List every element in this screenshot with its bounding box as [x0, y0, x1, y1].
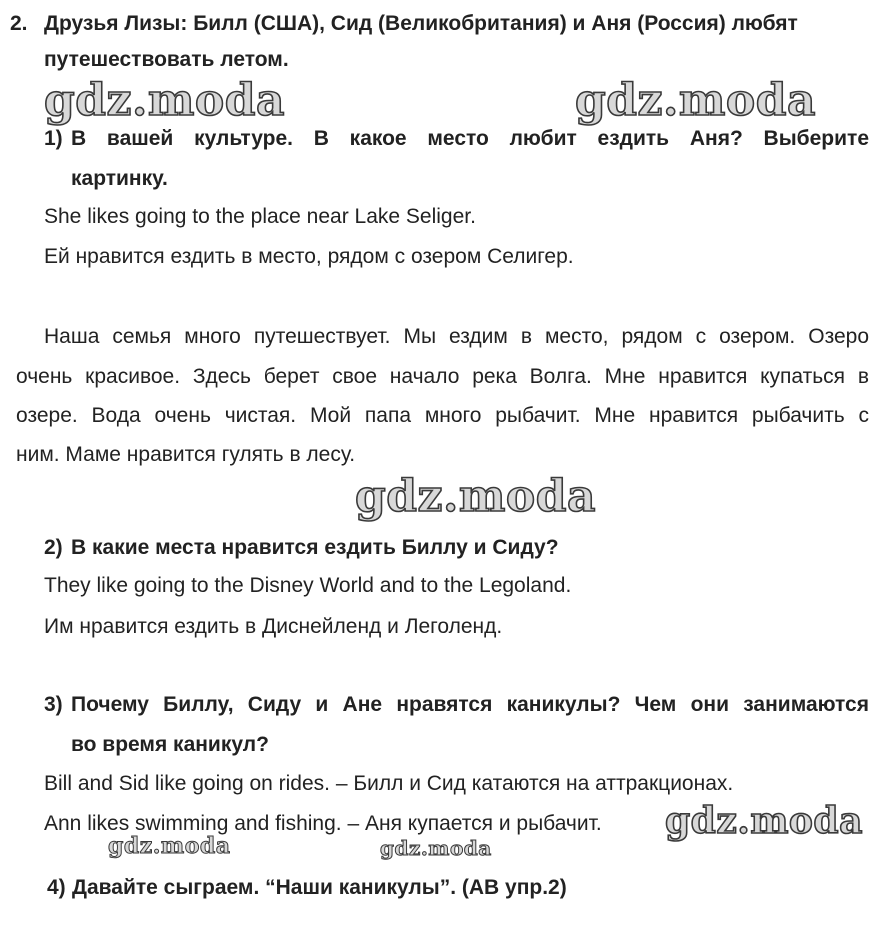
watermark-logo: gdz.moda: [44, 75, 286, 126]
question-3-label: 3): [44, 693, 63, 716]
watermark-logo: gdz.moda: [575, 75, 817, 126]
watermark-logo: gdz.moda: [380, 836, 492, 860]
question-1-answer-en: She likes going to the place near Lake Seliger.: [44, 205, 476, 228]
question-3-text-line-2: во время каникул?: [71, 733, 269, 756]
exercise-title-line-2: путешествовать летом.: [44, 48, 289, 71]
question-4-label: 4): [47, 876, 66, 899]
story-line-1: Наша семья много путешествует. Мы ездим в место, рядом с озером. Озеро: [44, 325, 869, 348]
watermark-logo: gdz.moda: [355, 471, 597, 522]
question-2-text: В какие места нравится ездить Биллу и Сиду?: [71, 536, 559, 559]
watermark-logo: gdz.moda: [108, 833, 231, 859]
question-1-text-line-2: картинку.: [71, 167, 168, 190]
exercise-title-line-1: Друзья Лизы: Билл (США), Сид (Великобритания) и Аня (Россия) любят: [44, 12, 798, 35]
question-1-label: 1): [44, 127, 63, 150]
question-2-answer-en: They like going to the Disney World and to the Legoland.: [44, 574, 572, 597]
question-1-text-line-1: В вашей культуре. В какое место любит ездить Аня? Выберите: [71, 127, 869, 150]
question-3-answer-1: Bill and Sid like going on rides. – Билл и Сид катаются на аттракционах.: [44, 772, 734, 795]
story-line-2: очень красивое. Здесь берет свое начало река Волга. Мне нравится купаться в: [16, 365, 869, 388]
question-4-text: Давайте сыграем. “Наши каникулы”. (АВ упр.2): [72, 876, 567, 899]
question-2-answer-ru: Им нравится ездить в Диснейленд и Леголенд.: [44, 615, 503, 638]
story-line-3: озере. Вода очень чистая. Мой папа много рыбачит. Мне нравится рыбачить с: [16, 404, 869, 427]
watermark-logo: gdz.moda: [665, 800, 863, 842]
question-3-text-line-1: Почему Биллу, Сиду и Ане нравятся каникулы? Чем они занимаются: [71, 693, 869, 716]
story-line-4: ним. Маме нравится гулять в лесу.: [16, 443, 356, 466]
question-3-answer-2: Ann likes swimming and fishing. – Аня купается и рыбачит.: [44, 812, 602, 835]
question-2-label: 2): [44, 536, 63, 559]
exercise-number: 2.: [10, 12, 28, 35]
question-1-answer-ru: Ей нравится ездить в место, рядом с озером Селигер.: [44, 245, 574, 268]
